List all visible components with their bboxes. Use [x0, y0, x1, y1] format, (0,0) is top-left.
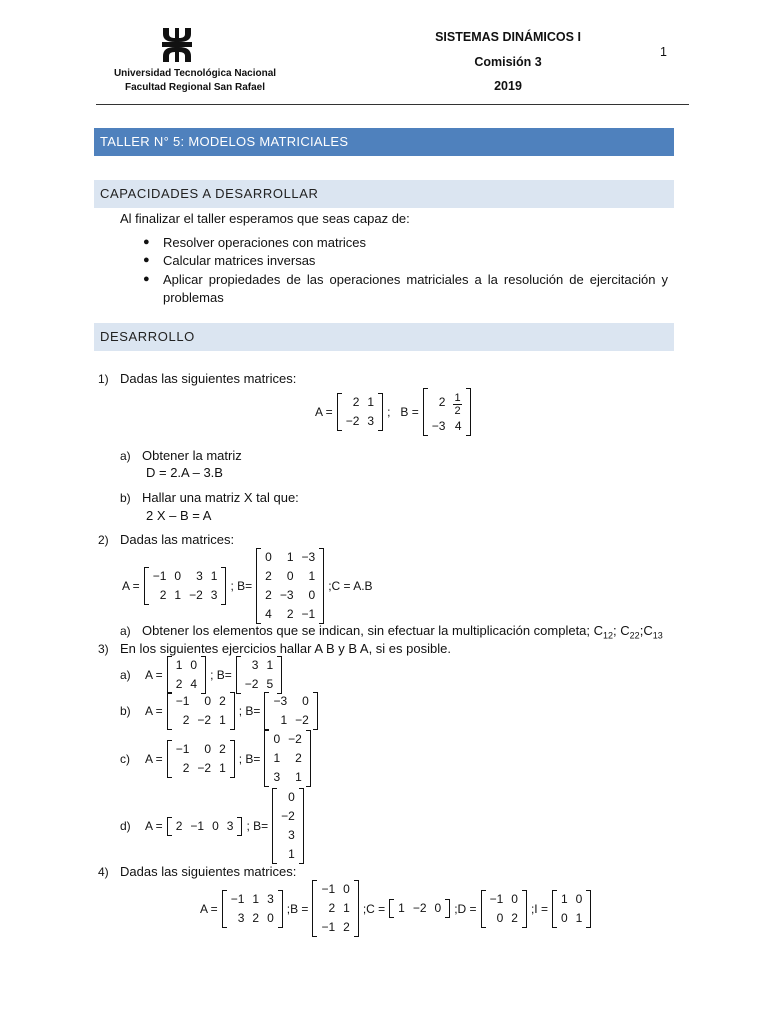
matrix-cell: 2 — [286, 607, 294, 621]
bullet-icon: ● — [143, 273, 150, 285]
matrix-cell: 4 — [265, 607, 272, 621]
matrix-cell: 2 — [219, 694, 226, 708]
matrix-cell: 0 — [288, 790, 295, 804]
matrix-cell: 3 — [196, 569, 203, 583]
matrix-cell: 1 — [219, 760, 226, 775]
commission: Comisión 3 — [474, 55, 542, 69]
matrix-cell: 0 — [286, 569, 294, 583]
exercise-3a: a) A = 1 0 2 4 ; B= 3 1 −2 5 — [120, 656, 283, 694]
matrix-cell: −2 — [295, 713, 309, 727]
matrix-cell: 2 — [438, 395, 446, 409]
matrix-cell: 0 — [265, 550, 272, 564]
matrix-cell: 5 — [266, 677, 274, 691]
faculty-name: Facultad Regional San Rafael — [124, 82, 266, 93]
matrix-a — [222, 890, 283, 928]
matrix-cell: 1 — [273, 751, 281, 765]
course-name: SISTEMAS DINÁMICOS I — [435, 30, 581, 44]
matrix-cell: 1 — [280, 713, 288, 727]
matrix-cell: −1 — [190, 818, 205, 833]
matrix-cell: 4 — [190, 677, 198, 691]
page-title: TALLER N° 5: MODELOS MATRICIALES — [94, 128, 674, 156]
matrix-cell: 1 — [398, 901, 405, 915]
matrix-cell: −1 — [152, 569, 167, 583]
matrix-cell: 1 — [266, 658, 274, 672]
matrix-cell: 1 — [286, 550, 294, 564]
matrix-cell: 0 — [575, 891, 583, 906]
exercise-number: 3) — [98, 642, 109, 656]
exercise-1a-text: Obtener la matriz — [142, 448, 242, 463]
matrix-a — [167, 817, 243, 836]
matrix-a — [337, 393, 383, 431]
matrix-cell: 2 — [343, 920, 350, 934]
list-item: Aplicar propiedades de las operaciones matriciales a la resolución de ejercitación y — [163, 272, 668, 287]
matrix-cell: −3 — [431, 419, 446, 433]
matrix-d — [481, 890, 527, 928]
list-item-continuation: problemas — [163, 290, 224, 305]
matrix-b — [236, 656, 282, 694]
matrix-c — [389, 899, 450, 918]
university-name: Universidad Tecnológica Nacional — [113, 68, 277, 79]
utn-logo-icon — [160, 28, 194, 62]
exercise-3c: c) A = −1 0 2 2 −2 1 ; B= 0 −2 1 2 3 1 — [120, 730, 312, 787]
bullet-icon: ● — [143, 254, 150, 266]
matrix-cell: 2 — [295, 751, 302, 765]
matrix-cell: 1 — [174, 588, 182, 602]
matrix-cell: 2 — [265, 588, 272, 602]
matrix-cell: 0 — [496, 910, 504, 925]
exercise-1a-formula: D = 2.A – 3.B — [146, 465, 223, 480]
capacidades-intro: Al finalizar el taller esperamos que seas capaz de: — [120, 211, 410, 226]
matrix-cell: −1 — [321, 882, 336, 896]
matrix-cell: 1 — [575, 910, 583, 925]
item-label: a) — [120, 624, 131, 638]
matrix-cell: 0 — [308, 588, 316, 602]
matrix-cell: 0 — [267, 910, 274, 925]
matrix-cell: −2 — [197, 713, 212, 727]
exercise-number: 2) — [98, 533, 109, 547]
matrix-cell: 0 — [204, 694, 212, 708]
exercise-3d: d) A = 2 −1 0 3 ; B= 0 −2 3 1 — [120, 788, 305, 864]
matrix-cell: 0 — [174, 569, 182, 583]
matrix-cell: 1 — [219, 713, 226, 727]
matrix-cell: −1 — [175, 694, 190, 708]
exercise-number: 4) — [98, 865, 109, 879]
matrix-cell: 1 — [175, 658, 183, 672]
matrix-b — [312, 880, 358, 937]
matrix-cell: 0 — [204, 741, 212, 756]
matrix-cell: −1 — [175, 741, 190, 756]
matrix-cell: 3 — [210, 588, 218, 602]
matrix-b — [264, 730, 310, 787]
matrix-cell: −2 — [288, 732, 302, 746]
matrix-cell: −2 — [345, 414, 360, 428]
matrix-cell: −2 — [189, 588, 203, 602]
matrix-cell: 2 — [182, 760, 190, 775]
matrix-cell: 2 — [159, 588, 167, 602]
matrix-b — [272, 788, 304, 864]
exercise-2-matrices: A = −1 0 3 1 2 1 −2 3 ; B= 0 1 −3 2 0 1 2 −3 0 4 2 −1 ;C = A.B — [122, 548, 376, 624]
matrix-a — [167, 656, 206, 694]
exercise-3-text: En los siguientes ejercicios hallar A B y B A, si es posible. — [120, 641, 451, 656]
matrix-cell: 0 — [212, 818, 219, 833]
matrix-cell: −2 — [244, 677, 259, 691]
matrix-cell: −3 — [279, 588, 294, 602]
matrix-cell: 2 — [182, 713, 190, 727]
matrix-cell: 1 — [252, 891, 260, 906]
matrix-cell: 3 — [226, 818, 234, 833]
matrix-cell: 0 — [273, 732, 281, 746]
matrix-cell: 3 — [251, 658, 259, 672]
matrix-cell: 0 — [343, 882, 350, 896]
exercise-1-text: Dadas las siguientes matrices: — [120, 371, 297, 386]
exercise-1-matrices: A = 2 1 −2 3 ; B = 2 $\frac{1}{2}$ −3 4 — [312, 388, 472, 436]
matrix-cell: 3 — [367, 414, 375, 428]
matrix-cell: 4 — [454, 419, 462, 433]
matrix-a — [167, 692, 235, 730]
exercise-number: 1) — [98, 372, 109, 386]
matrix-b — [264, 692, 317, 730]
exercise-2-text: Dadas las matrices: — [120, 532, 235, 547]
bullet-icon: ● — [143, 236, 150, 248]
matrix-cell: 1 — [560, 891, 568, 906]
matrix-cell: 3 — [288, 828, 295, 842]
matrix-cell: 3 — [273, 770, 281, 784]
matrix-cell: 1 — [308, 569, 316, 583]
matrix-cell: 1 — [343, 901, 350, 915]
year: 2019 — [494, 79, 522, 93]
matrix-cell: 2 — [175, 818, 183, 833]
matrix-cell: 0 — [190, 658, 198, 672]
matrix-cell: 1 — [288, 847, 295, 861]
section-capacidades: CAPACIDADES A DESARROLLAR — [94, 180, 674, 208]
matrix-cell: −2 — [412, 901, 427, 915]
matrix-cell: −2 — [281, 809, 295, 823]
exercise-3b: b) A = −1 0 2 2 −2 1 ; B= −3 0 1 −2 — [120, 692, 319, 730]
page-number: 1 — [660, 45, 667, 59]
matrix-a — [144, 567, 227, 605]
matrix-cell: 2 — [265, 569, 272, 583]
matrix-cell: −1 — [301, 607, 316, 621]
exercise-1b-formula: 2 X – B = A — [146, 508, 212, 523]
matrix-cell: −3 — [301, 550, 316, 564]
exercise-4-text: Dadas las siguientes matrices: — [120, 864, 297, 879]
matrix-cell: 2 — [352, 395, 360, 409]
matrix-cell: −1 — [489, 891, 504, 906]
matrix-cell: −2 — [197, 760, 212, 775]
list-item: Calcular matrices inversas — [163, 253, 316, 268]
matrix-cell: 2 — [328, 901, 336, 915]
item-label: a) — [120, 449, 131, 463]
matrix-i — [552, 890, 591, 928]
matrix-cell: 2 — [511, 910, 518, 925]
exercise-2a-text: Obtener los elementos que se indican, sin efectuar la multiplicación completa; $C_{12}$; $C_{22};C_{13}$ — [142, 623, 663, 641]
matrix-cell: −1 — [230, 891, 245, 906]
section-desarrollo: DESARROLLO — [94, 323, 674, 351]
matrix-cell: 0 — [511, 891, 518, 906]
exercise-4-matrices: A = −1 1 3 3 2 0 ;B = −1 0 2 1 −1 2 ;C = 1 −2 0 ;D = −1 0 0 2 ;I = 1 0 0 1 — [200, 880, 592, 937]
item-label: b) — [120, 491, 131, 505]
header-divider — [96, 104, 689, 105]
matrix-cell: 1 — [210, 569, 218, 583]
matrix-cell: 0 — [434, 901, 442, 915]
matrix-cell: 1 — [367, 395, 375, 409]
matrix-cell: 3 — [237, 910, 245, 925]
matrix-cell: 0 — [560, 910, 568, 925]
exercise-1b-text: Hallar una matriz X tal que: — [142, 490, 299, 505]
list-item: Resolver operaciones con matrices — [163, 235, 367, 250]
matrix-b: 2 $\frac{1}{2}$ −3 4 — [423, 388, 471, 436]
matrix-cell: −3 — [273, 694, 288, 708]
matrix-cell: 1 — [295, 770, 302, 784]
matrix-cell: 0 — [302, 694, 309, 708]
matrix-cell: 2 — [175, 677, 183, 691]
matrix-cell: 2 — [252, 910, 260, 925]
matrix-cell: 2 — [219, 741, 226, 756]
matrix-a — [167, 740, 235, 778]
matrix-cell: −1 — [321, 920, 336, 934]
matrix-cell: 3 — [267, 891, 274, 906]
matrix-b — [256, 548, 324, 624]
